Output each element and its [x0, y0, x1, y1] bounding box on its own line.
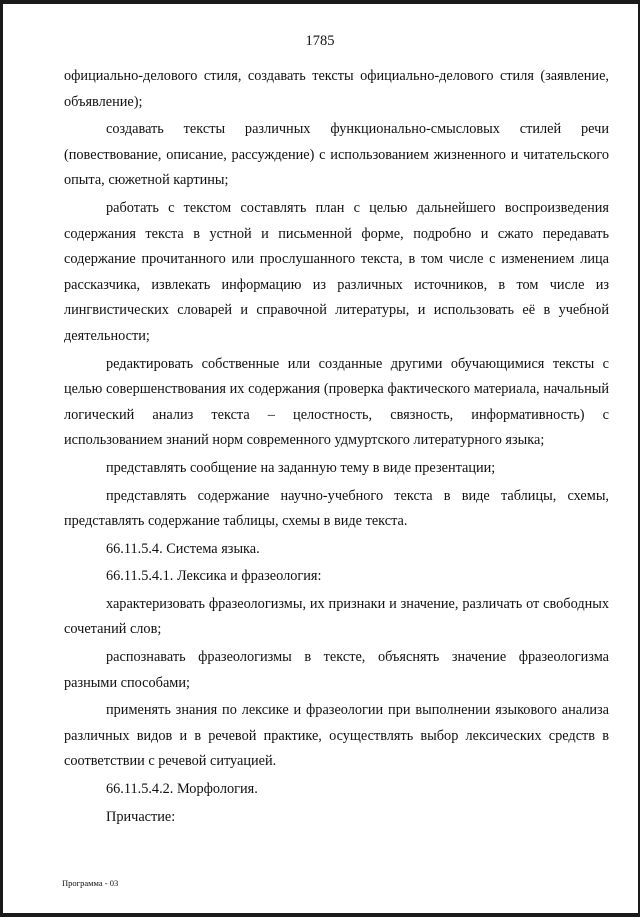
page-number: 1785 — [305, 33, 335, 49]
paragraph: применять знания по лексике и фразеологии при выполнении языкового анализа различных видов и в речевой практике, осуществлять выбор лексических средств в соответствии с речевой ситуацией. — [64, 702, 609, 770]
subsection-heading: 66.11.5.4.2. Морфология. — [106, 781, 258, 798]
paragraph: Причастие: — [106, 808, 176, 825]
paragraph: представлять сообщение на заданную тему в виде презентации; — [106, 459, 496, 476]
subsection-heading: 66.11.5.4.1. Лексика и фразеология: — [106, 568, 322, 585]
footer-label: Программа - 03 — [62, 878, 119, 888]
paragraph: официально-делового стиля, создавать тексты официально-делового стиля (заявление, объявление); — [64, 68, 609, 110]
scan-border-bottom — [0, 913, 640, 917]
paragraph: представлять содержание научно-учебного текста в виде таблицы, схемы, представлять содержание таблицы, схемы в виде текста. — [64, 487, 609, 530]
paragraph: характеризовать фразеологизмы, их признаки и значение, различать от свободных сочетаний слов; — [64, 595, 609, 638]
paragraph: создавать тексты различных функционально-смысловых стилей речи (повествование, описание, рассуждение) с использованием жизненного и читательского опыта, сюжетной картины; — [64, 121, 609, 189]
paragraph: работать с текстом составлять план с целью дальнейшего воспроизведения содержания текста в устной и письменной форме, подробно и сжато передавать содержание прочитанного или прослушанного текста, в том числе с изменением лица рассказчика, извлекать информацию из различных источников, в том числе из лингвистических словарей и справочной литературы, и использовать её в учебной деятельности; — [64, 199, 609, 344]
paragraph: распознавать фразеологизмы в тексте, объяснять значение фразеологизма разными способами; — [64, 649, 609, 691]
paragraph: редактировать собственные или созданные другими обучающимися тексты с целью совершенствования их содержания (проверка фактического материала, начальный логический анализ текста – целостность, связность, информативность) с использованием знаний норм современного удмуртского литературного языка; — [64, 355, 609, 449]
section-heading: 66.11.5.4. Система языка. — [106, 540, 260, 557]
document-body — [64, 64, 609, 830]
scan-border-left — [0, 0, 3, 917]
scan-border-top — [0, 0, 640, 4]
